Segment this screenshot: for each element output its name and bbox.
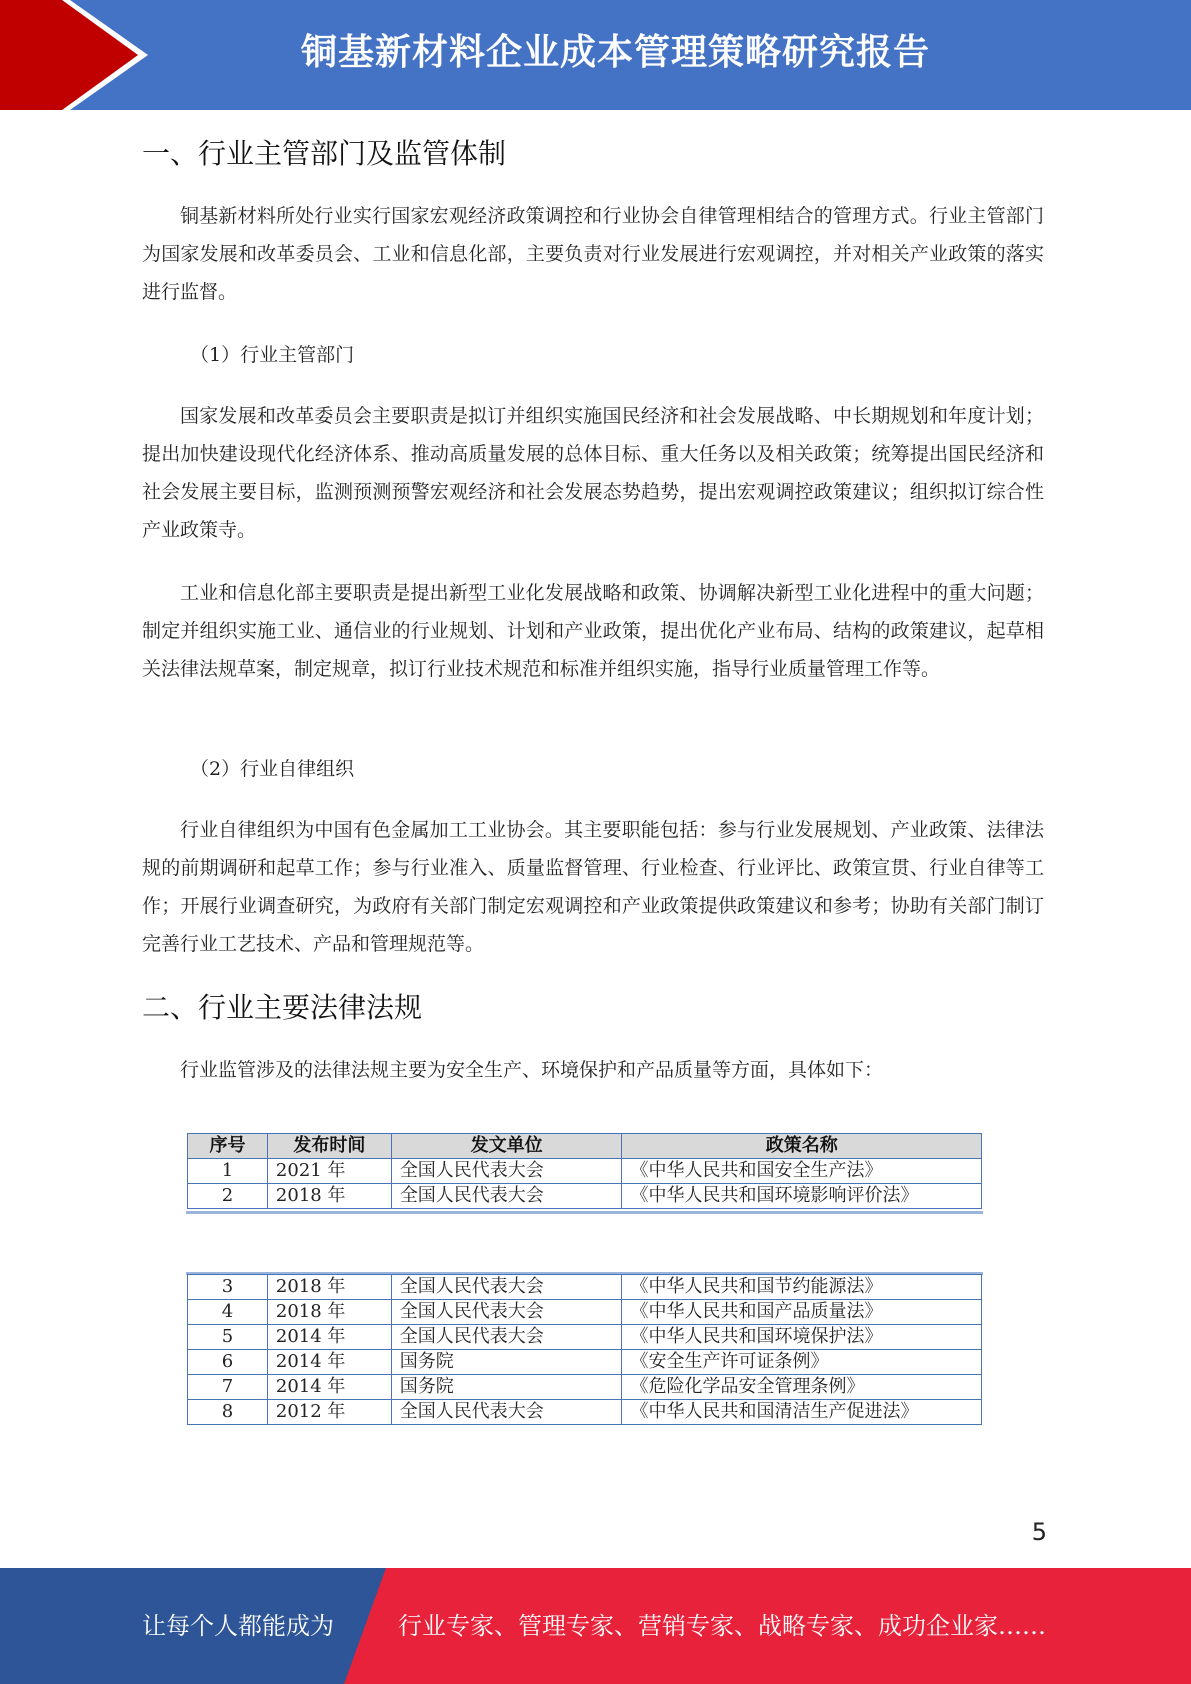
- cell-issuer: 全国人民代表大会: [391, 1300, 622, 1325]
- table-row: [188, 1325, 982, 1350]
- cell-policy: 《中华人民共和国安全生产法》: [622, 1159, 982, 1184]
- cell-date: 2014 年: [267, 1350, 391, 1375]
- cell-date: 2014 年: [267, 1375, 391, 1400]
- cell-index: 8: [188, 1400, 268, 1425]
- header-index: 序号: [188, 1134, 268, 1159]
- cell-issuer: 国务院: [391, 1375, 622, 1400]
- cell-index: 5: [188, 1325, 268, 1350]
- paragraph-ndrc: 国家发展和改革委员会主要职责是拟订并组织实施国民经济和社会发展战略、中长期规划和年度计划；提出加快建设现代化经济体系、推动高质量发展的总体目标、重大任务以及相关政策；统筹提出国民经济和社会发展主要目标，监测预测预警宏观经济和社会发展态势趋势，提出宏观调控政策建议；组织拟订综合性产业政策寺。: [142, 405, 1044, 541]
- table-row: [188, 1350, 982, 1375]
- cell-issuer: 全国人民代表大会: [391, 1184, 622, 1209]
- cell-index: 1: [188, 1159, 268, 1184]
- cell-policy: 《中华人民共和国产品质量法》: [622, 1300, 982, 1325]
- cell-date: 2018 年: [267, 1275, 391, 1300]
- cell-date: 2021 年: [267, 1159, 391, 1184]
- section1-intro: 铜基新材料所处行业实行国家宏观经济政策调控和行业协会自律管理相结合的管理方式。行业主管部门为国家发展和改革委员会、工业和信息化部，主要负责对行业发展进行宏观调控，并对相关产业政策的落实进行监督。: [142, 205, 1044, 303]
- cell-index: 2: [188, 1184, 268, 1209]
- table-break-edge: [186, 1211, 983, 1214]
- paragraph-association: 行业自律组织为中国有色金属加工工业协会。其主要职能包括：参与行业发展规划、产业政策、法律法规的前期调研和起草工作；参与行业准入、质量监督管理、行业检查、行业评比、政策宣贯、行业自律等工作；开展行业调查研究，为政府有关部门制定宏观调控和产业政策提供政策建议和参考；协助有关部门制订完善行业工艺技术、产品和管理规范等。: [142, 819, 1044, 955]
- table-row: [188, 1400, 982, 1425]
- cell-issuer: 全国人民代表大会: [391, 1159, 622, 1184]
- header-policy: 政策名称: [622, 1134, 982, 1159]
- cell-date: 2018 年: [267, 1184, 391, 1209]
- cell-issuer: 全国人民代表大会: [391, 1275, 622, 1300]
- section1-heading: 一、行业主管部门及监管体制: [142, 137, 507, 170]
- table-row: [188, 1275, 982, 1300]
- cell-policy: 《安全生产许可证条例》: [622, 1350, 982, 1375]
- cell-date: 2014 年: [267, 1325, 391, 1350]
- footer-slogan-right: 行业专家、管理专家、营销专家、战略专家、成功企业家……: [398, 1612, 1046, 1640]
- sub-heading-authorities: （1）行业主管部门: [190, 344, 355, 366]
- cell-issuer: 全国人民代表大会: [391, 1400, 622, 1425]
- cell-policy: 《中华人民共和国环境影响评价法》: [622, 1184, 982, 1209]
- cell-index: 4: [188, 1300, 268, 1325]
- table-header-row: [188, 1134, 982, 1159]
- table-row: [188, 1184, 982, 1209]
- cell-index: 6: [188, 1350, 268, 1375]
- table-row: [188, 1159, 982, 1184]
- cell-issuer: 国务院: [391, 1350, 622, 1375]
- paragraph-miit: 工业和信息化部主要职责是提出新型工业化发展战略和政策、协调解决新型工业化进程中的重大问题；制定并组织实施工业、通信业的行业规划、计划和产业政策，提出优化产业布局、结构的政策建议，起草相关法律法规草案，制定规章，拟订行业技术规范和标准并组织实施，指导行业质量管理工作等。: [142, 582, 1044, 680]
- header-banner: [0, 0, 1191, 110]
- cell-policy: 《中华人民共和国环境保护法》: [622, 1325, 982, 1350]
- section2-intro: 行业监管涉及的法律法规主要为安全生产、环境保护和产品质量等方面，具体如下：: [180, 1059, 884, 1081]
- regulations-table-part2: [187, 1274, 982, 1425]
- cell-index: 7: [188, 1375, 268, 1400]
- footer-banner: [0, 1568, 1191, 1684]
- cell-date: 2018 年: [267, 1300, 391, 1325]
- sub-heading-association: （2）行业自律组织: [190, 758, 355, 780]
- page-number: 5: [1031, 1518, 1047, 1546]
- cell-issuer: 全国人民代表大会: [391, 1325, 622, 1350]
- header-date: 发布时间: [267, 1134, 391, 1159]
- cell-policy: 《危险化学品安全管理条例》: [622, 1375, 982, 1400]
- cell-index: 3: [188, 1275, 268, 1300]
- section2-heading: 二、行业主要法律法规: [142, 991, 423, 1024]
- header-issuer: 发文单位: [391, 1134, 622, 1159]
- table-row: [188, 1300, 982, 1325]
- cell-policy: 《中华人民共和国清洁生产促进法》: [622, 1400, 982, 1425]
- cell-date: 2012 年: [267, 1400, 391, 1425]
- cell-policy: 《中华人民共和国节约能源法》: [622, 1275, 982, 1300]
- report-title: 铜基新材料企业成本管理策略研究报告: [300, 32, 930, 73]
- footer-slogan-left: 让每个人都能成为: [142, 1612, 334, 1640]
- regulations-table-part1: [187, 1133, 982, 1209]
- table-row: [188, 1375, 982, 1400]
